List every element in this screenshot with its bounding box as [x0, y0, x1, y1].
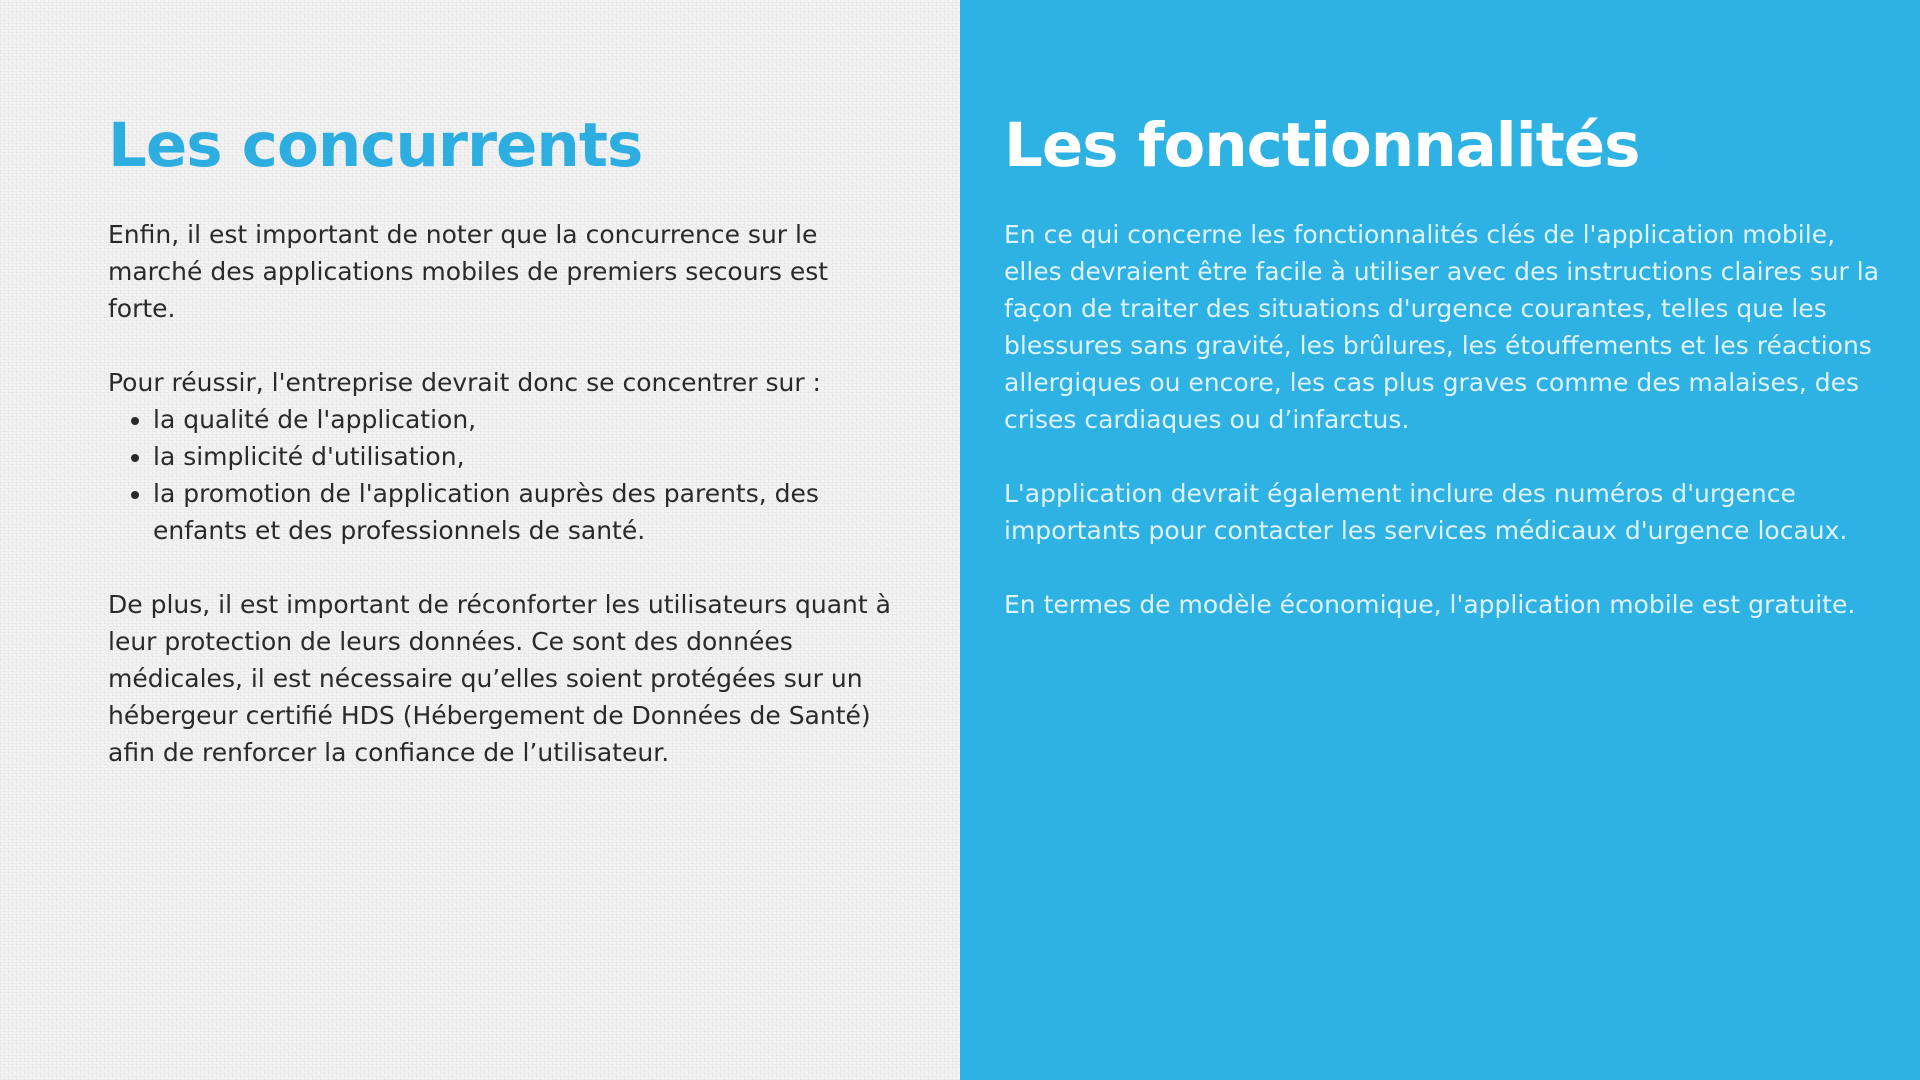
spacer: [108, 327, 898, 364]
business-model-paragraph: En termes de modèle économique, l'application mobile est gratuite.: [1004, 590, 1856, 619]
success-intro-paragraph: Pour réussir, l'entreprise devrait donc se concentrer sur :: [108, 368, 821, 397]
competitors-title: Les concurrents: [108, 110, 643, 181]
competition-paragraph: Enfin, il est important de noter que la concurrence sur le marché des applications mobiles de premiers secours est forte.: [108, 220, 829, 323]
emergency-numbers-paragraph: L'application devrait également inclure des numéros d'urgence importants pour contacter les services médicaux d'urgence locaux.: [1004, 479, 1848, 545]
key-features-paragraph: En ce qui concerne les fonctionnalités clés de l'application mobile, elles devraient être facile à utiliser avec des instructions claires sur la façon de traiter des situations d'urgence courantes, telles que les blessures sans gravité, les brûlures, les étouffements et les réactions allergiques ou encore, les cas plus graves comme des malaises, des crises cardiaques ou d’infarctus.: [1004, 220, 1880, 434]
data-protection-paragraph: De plus, il est important de réconforter les utilisateurs quant à leur protection de leurs données. Ce sont des données médicales, il est nécessaire qu’elles soient protégées sur un hébergeur certifié HDS (Hébergement de Données de Santé) afin de renforcer la confiance de l’utilisateur.: [108, 590, 891, 767]
focus-list: [108, 401, 898, 549]
spacer: [108, 549, 898, 586]
list-item: • la promotion de l'application auprès des parents, des enfants et des professionnels de santé.: [153, 475, 898, 549]
list-item: • la qualité de l'application,: [153, 401, 898, 438]
spacer: [1004, 549, 1884, 586]
features-title: Les fonctionnalités: [1004, 110, 1640, 181]
left-content: [108, 104, 898, 771]
spacer: [1004, 438, 1884, 475]
list-item: • la simplicité d'utilisation,: [153, 438, 898, 475]
right-content: [1004, 104, 1884, 623]
